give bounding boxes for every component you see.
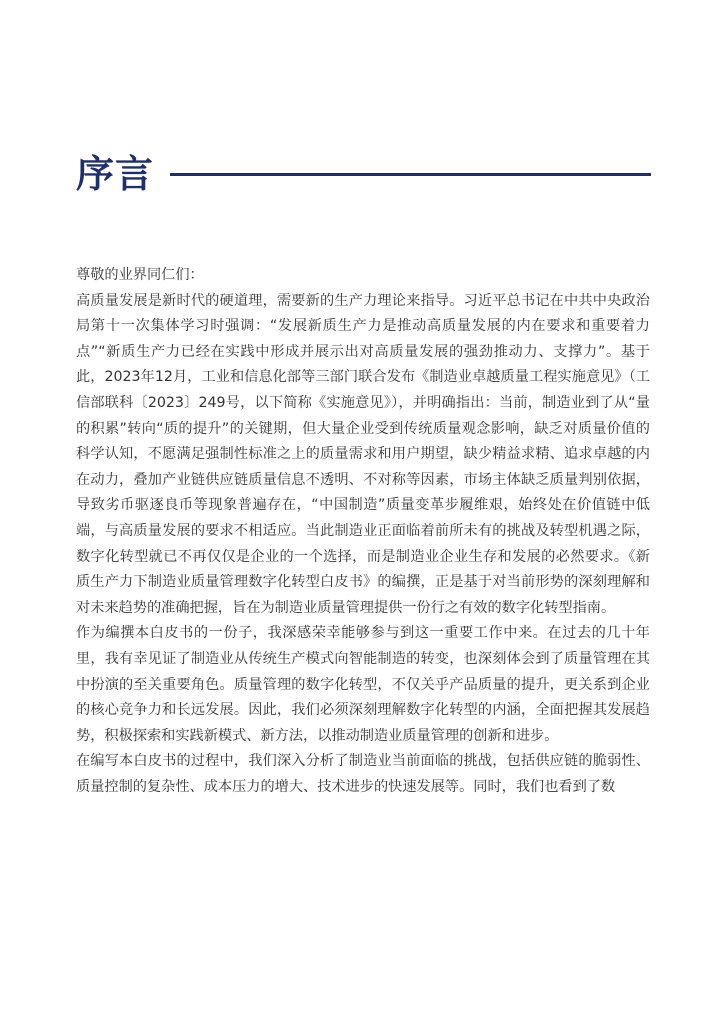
- paragraph-3: 在编写本白皮书的过程中，我们深入分析了制造业当前面临的挑战，包括供应链的脆弱性、质量控制的复杂性、成本压力的增大、技术进步的快速发展等。同时，我们也看到了数: [76, 753, 650, 795]
- title-divider: [170, 173, 651, 176]
- section-heading: [76, 150, 651, 198]
- preface-body: [76, 263, 650, 800]
- paragraph-1: 高质量发展是新时代的硬道理，需要新的生产力理论来指导。习近平总书记在中共中央政治局第十一次集体学习时强调：“发展新质生产力是推动高质量发展的内在要求和重要着力点”“新质生产力已经在实践中形成并展示出对高质量发展的强劲推动力、支撑力”。基于此，2023年12月，工业和信息化部等三部门联合发布《制造业卓越质量工程实施意见》（工信部联科〔2023〕249号，以下简称《实施意见》），并明确指出：当前，制造业到了从“量的积累”转向“质的提升”的关键期，但大量企业受到传统质量观念影响，缺乏对质量价值的科学认知，不愿满足强制性标准之上的质量需求和用户期望，缺少精益求精、追求卓越的内在动力，叠加产业链供应链质量信息不透明、不对称等因素，市场主体缺乏质量判别依据，导致劣币驱逐良币等现象普遍存在，“中国制造”质量变革步履维艰，始终处在价值链中低端，与高质量发展的要求不相适应。当此制造业正面临着前所未有的挑战及转型机遇之际，数字化转型就已不再仅仅是企业的一个选择，而是制造业企业生存和发展的必然要求。《新质生产力下制造业质量管理数字化转型白皮书》的编撰，正是基于对当前形势的深刻理解和对未来趋势的准确把握，旨在为制造业质量管理提供一份行之有效的数字化转型指南。: [76, 292, 650, 616]
- greeting-line: 尊敬的业界同仁们：: [76, 267, 204, 283]
- page-title: 序言: [76, 152, 155, 196]
- paragraph-2: 作为编撰本白皮书的一份子，我深感荣幸能够参与到这一重要工作中来。在过去的几十年里，我有幸见证了制造业从传统生产模式向智能制造的转变，也深刻体会到了质量管理在其中扮演的至关重要角色。质量管理的数字化转型，不仅关乎产品质量的提升，更关系到企业的核心竞争力和长远发展。因此，我们必须深刻理解数字化转型的内涵，全面把握其发展趋势，积极探索和实践新模式、新方法，以推动制造业质量管理的创新和进步。: [76, 625, 650, 744]
